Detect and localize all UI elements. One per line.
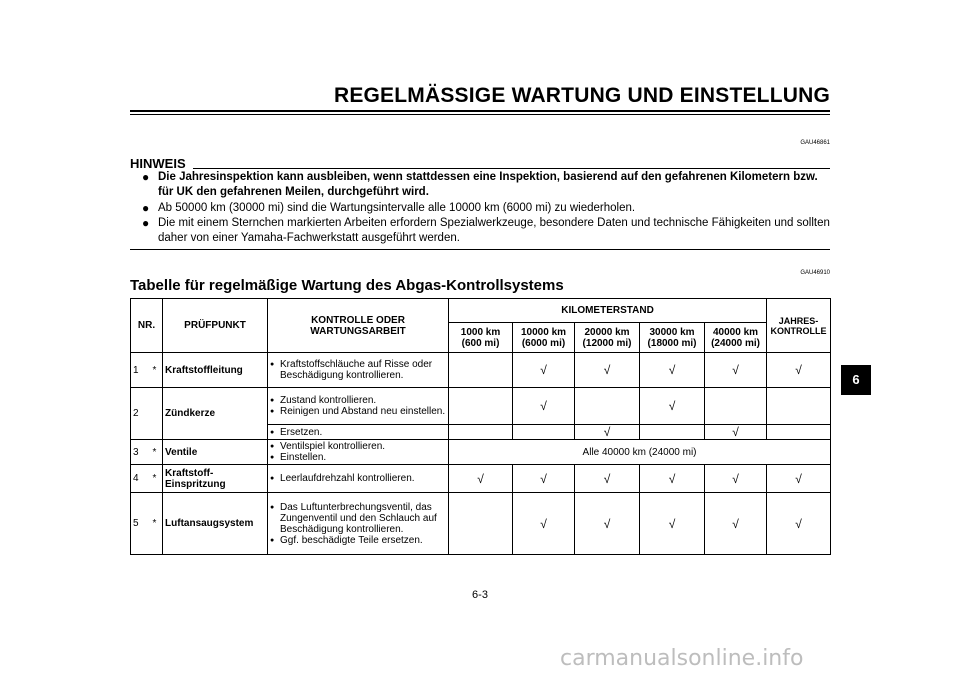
action-item: ● Ggf. beschädigte Teile ersetzen.	[270, 535, 446, 546]
row-item: Luftansaugsystem	[163, 493, 268, 555]
row-nr: 1	[131, 353, 151, 388]
check-mark: √	[767, 353, 831, 388]
row-nr: 3	[131, 440, 151, 465]
cell-empty	[705, 388, 767, 425]
action-item: ● Kraftstoffschläuche auf Risse oder Beschädigung kontrollieren.	[270, 359, 446, 381]
cell-empty	[513, 425, 575, 440]
interval-note: Alle 40000 km (24000 mi)	[449, 440, 831, 465]
note-text: Ab 50000 km (30000 mi) sind die Wartungsintervalle alle 10000 km (6000 mi) zu wiederholen.	[158, 202, 636, 214]
note-rule	[130, 249, 830, 250]
check-mark: √	[705, 493, 767, 555]
cell-empty	[767, 425, 831, 440]
check-mark: √	[705, 353, 767, 388]
action-item: ● Leerlaufdrehzahl kontrollieren.	[270, 473, 446, 484]
check-mark: √	[575, 465, 640, 493]
header-kontrolle: KONTROLLE ODER WARTUNGSARBEIT	[268, 299, 449, 353]
action-item: ● Zustand kontrollieren.	[270, 395, 446, 406]
header-nr: NR.	[131, 299, 163, 353]
check-mark: √	[513, 388, 575, 425]
bullet-icon: ●	[142, 170, 150, 184]
cell-empty	[449, 493, 513, 555]
page-title: REGELMÄSSIGE WARTUNG UND EINSTELLUNG	[333, 84, 830, 107]
action-item: ● Einstellen.	[270, 452, 446, 463]
action-item: ● Reinigen und Abstand neu einstellen.	[270, 406, 446, 417]
header-jahreskontrolle: JAHRES-KONTROLLE	[767, 299, 831, 353]
row-actions	[268, 353, 449, 388]
table-row	[131, 388, 831, 425]
row-nr: 2	[131, 388, 151, 440]
row-nr: 5	[131, 493, 151, 555]
action-item: ● Das Luftunterbrechungsventil, das Zungenventil und den Schlauch auf Beschädigung kontrollieren.	[270, 502, 446, 535]
check-mark: √	[705, 465, 767, 493]
watermark: carmanualsonline.info	[560, 646, 804, 671]
cell-empty	[575, 388, 640, 425]
row-star: *	[151, 353, 163, 388]
cell-empty	[640, 425, 705, 440]
check-mark: √	[575, 353, 640, 388]
row-nr: 4	[131, 465, 151, 493]
table-row	[131, 493, 831, 555]
row-item: Zündkerze	[163, 388, 268, 440]
bullet-icon: ●	[142, 216, 150, 230]
row-item: Ventile	[163, 440, 268, 465]
title-rule	[130, 110, 830, 112]
header-km-10000: 10000 km (6000 mi)	[513, 323, 575, 353]
title-rule-thin	[130, 114, 830, 115]
cell-empty	[449, 425, 513, 440]
row-item: Kraftstoffleitung	[163, 353, 268, 388]
check-mark: √	[513, 353, 575, 388]
check-mark: √	[705, 425, 767, 440]
hinweis-heading: HINWEIS	[130, 156, 186, 171]
check-mark: √	[513, 493, 575, 555]
check-mark: √	[767, 465, 831, 493]
header-km-30000: 30000 km (18000 mi)	[640, 323, 705, 353]
row-actions	[268, 440, 449, 465]
row-star: *	[151, 493, 163, 555]
table-row	[131, 465, 831, 493]
check-mark: √	[640, 353, 705, 388]
header-km-20000: 20000 km (12000 mi)	[575, 323, 640, 353]
header-km-1000: 1000 km (600 mi)	[449, 323, 513, 353]
row-actions	[268, 493, 449, 555]
note-text: Die mit einem Sternchen markierten Arbeiten erfordern Spezialwerkzeuge, besondere Daten und technische Fähigkeiten und sollten daher von einer Yamaha-Fachwerkstatt ausgeführt werden.	[158, 217, 830, 244]
row-star-empty	[151, 388, 163, 440]
bullet-icon: ●	[142, 201, 150, 215]
header-pruefpunkt: PRÜFPUNKT	[163, 299, 268, 353]
check-mark: √	[575, 493, 640, 555]
check-mark: √	[767, 493, 831, 555]
row-star: *	[151, 465, 163, 493]
section-code: GAU46910	[800, 270, 830, 276]
check-mark: √	[640, 465, 705, 493]
check-mark: √	[640, 388, 705, 425]
table-title: Tabelle für regelmäßige Wartung des Abgas-Kontrollsystems	[130, 277, 564, 294]
row-star: *	[151, 440, 163, 465]
check-mark: √	[449, 465, 513, 493]
row-actions	[268, 425, 449, 440]
row-actions	[268, 465, 449, 493]
section-tab: 6	[841, 365, 871, 395]
page-number: 6-3	[472, 589, 488, 601]
check-mark: √	[513, 465, 575, 493]
table-row	[131, 440, 831, 465]
section-code: GAU46861	[800, 140, 830, 146]
check-mark: √	[575, 425, 640, 440]
cell-empty	[449, 353, 513, 388]
hinweis-rule	[193, 168, 830, 169]
row-item: Kraftstoff-Einspritzung	[163, 465, 268, 493]
maintenance-table	[130, 298, 830, 557]
header-km-40000: 40000 km (24000 mi)	[705, 323, 767, 353]
table-row	[131, 353, 831, 388]
row-actions	[268, 388, 449, 425]
cell-empty	[767, 388, 831, 425]
action-item: ● Ersetzen.	[270, 427, 446, 438]
note-text: Die Jahresinspektion kann ausbleiben, wenn stattdessen eine Inspektion, basierend auf den gefahrenen Kilometern bzw. für UK den gefahrenen Meilen, durchgeführt wird.	[158, 171, 818, 198]
action-item: ● Ventilspiel kontrollieren.	[270, 441, 446, 452]
cell-empty	[449, 388, 513, 425]
check-mark: √	[640, 493, 705, 555]
header-kilometerstand: KILOMETERSTAND	[449, 299, 767, 323]
